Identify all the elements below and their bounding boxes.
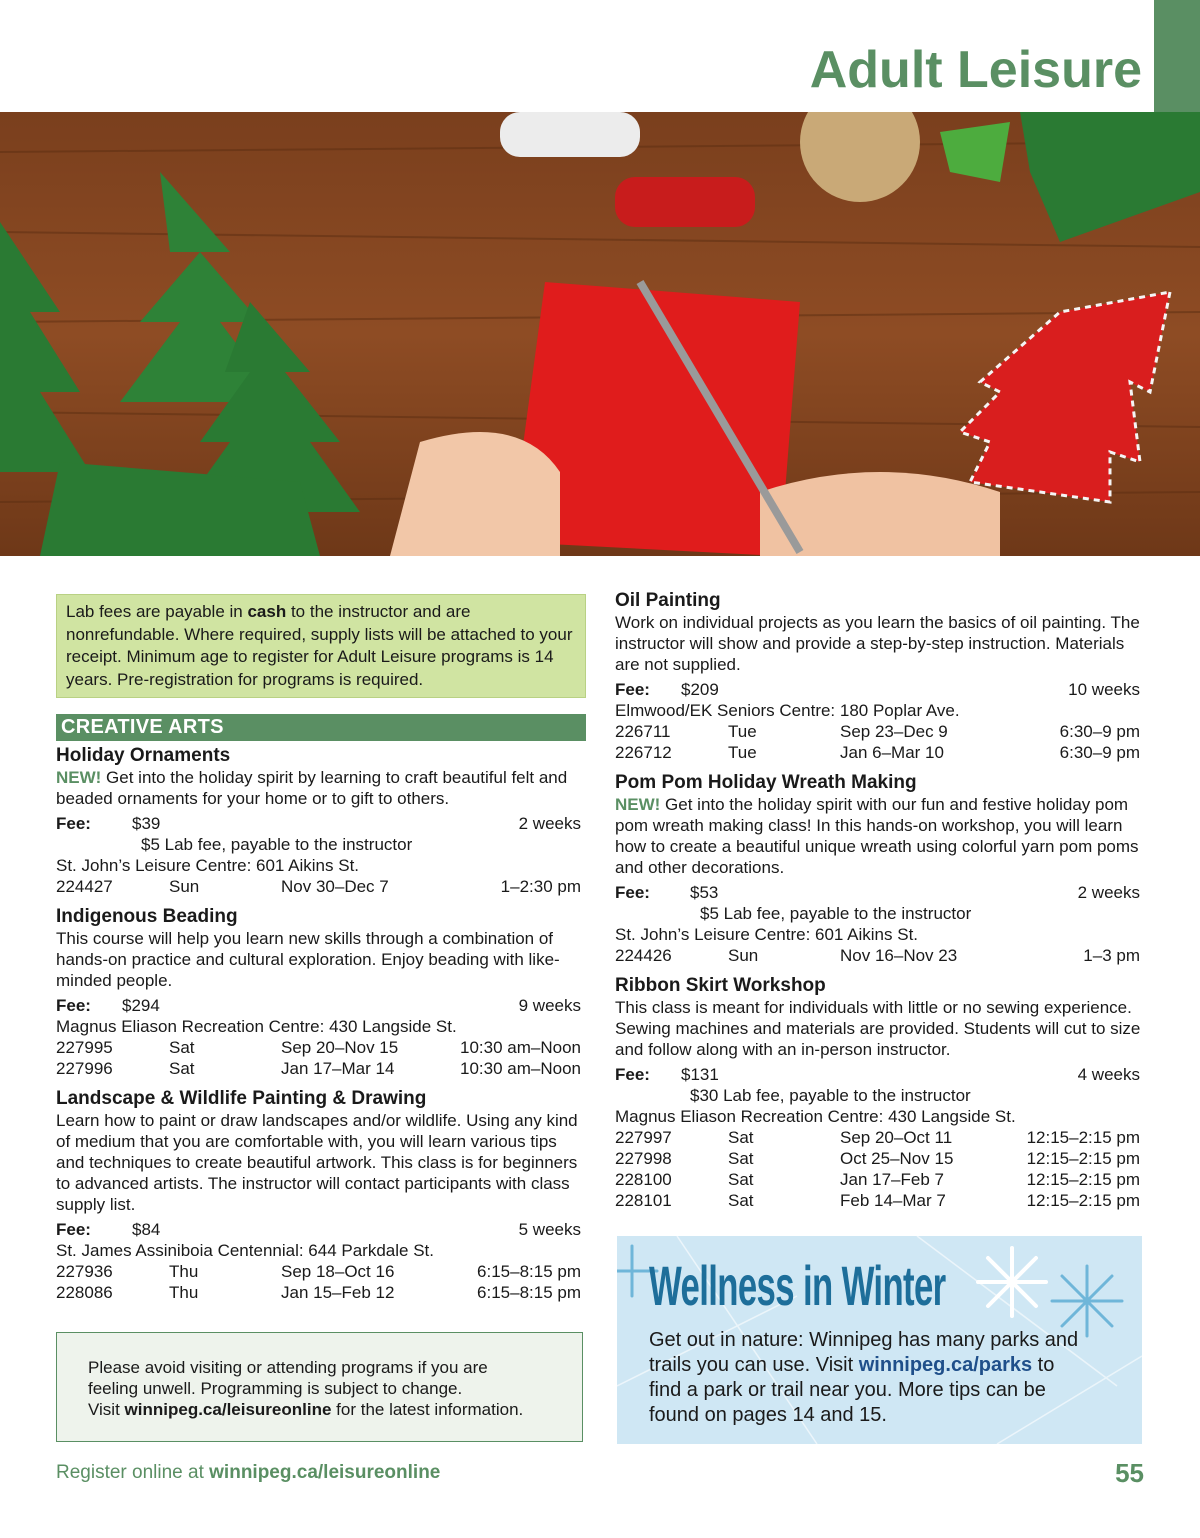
program-description: Work on individual projects as you learn the basics of oil painting. The instructor will show and provide a step-by-step instruction. Materials are not supplied.	[615, 613, 1140, 674]
session-code: 227996	[56, 1059, 113, 1078]
program-title: Ribbon Skirt Workshop	[615, 975, 826, 996]
fee-row	[56, 813, 586, 834]
session-dates: Sep 20–Oct 11	[840, 1128, 953, 1147]
program-title: Indigenous Beading	[56, 906, 238, 927]
session-dates: Sep 20–Nov 15	[281, 1038, 399, 1057]
footer-text: Register online at	[56, 1462, 210, 1483]
left-column	[56, 590, 586, 1303]
program-title: Pom Pom Holiday Wreath Making	[615, 772, 917, 793]
duration: 2 weeks	[1077, 883, 1140, 902]
lab-fee: $5 Lab fee, payable to the instructor	[141, 835, 413, 854]
session-time: 10:30 am–Noon	[460, 1059, 581, 1078]
footer	[56, 1462, 440, 1484]
session-day: Sat	[728, 1170, 754, 1189]
leisureonline-link[interactable]: winnipeg.ca/leisureonline	[124, 1400, 332, 1419]
location: Magnus Eliason Recreation Centre: 430 Langside St.	[615, 1107, 1016, 1126]
program-title: Holiday Ornaments	[56, 745, 231, 766]
session-time: 6:15–8:15 pm	[477, 1283, 581, 1302]
fee-amount: $39	[132, 814, 161, 833]
location: Magnus Eliason Recreation Centre: 430 Langside St.	[56, 1017, 457, 1036]
duration: 10 weeks	[1068, 680, 1140, 699]
wellness-text-pre: Get out in nature: Winnipeg has many parks and trails you can use. Visit	[649, 1329, 1079, 1376]
new-badge: NEW!	[615, 795, 661, 814]
fee-row	[56, 1219, 586, 1240]
session-time: 12:15–2:15 pm	[1026, 1128, 1140, 1147]
fee-label: Fee:	[56, 1220, 91, 1239]
session-time: 6:30–9 pm	[1059, 743, 1140, 762]
session-time: 10:30 am–Noon	[460, 1038, 581, 1057]
session-row	[615, 1127, 1141, 1148]
session-code: 227936	[56, 1262, 113, 1281]
fee-label: Fee:	[615, 1065, 650, 1084]
fee-row	[615, 679, 1141, 700]
session-day: Sat	[728, 1191, 754, 1210]
session-day: Tue	[728, 743, 757, 762]
program-title: Oil Painting	[615, 590, 721, 611]
category-header: CREATIVE ARTS	[56, 714, 586, 741]
session-code: 224427	[56, 877, 113, 896]
program-pom-pom-wreath	[615, 772, 1141, 966]
session-row	[56, 1058, 586, 1079]
location: St. John’s Leisure Centre: 601 Aikins St.	[615, 925, 919, 944]
session-day: Sun	[728, 946, 759, 965]
session-code: 224426	[615, 946, 672, 965]
parks-link[interactable]: winnipeg.ca/parks	[858, 1354, 1033, 1376]
notice-line: feeling unwell. Programming is subject to change.	[88, 1379, 463, 1398]
session-row	[615, 1169, 1141, 1190]
fee-amount: $294	[122, 996, 160, 1015]
hero-photo	[0, 112, 1200, 556]
session-row	[615, 1148, 1141, 1169]
description-text: Get into the holiday spirit by learning to craft beautiful felt and beaded ornaments for your home or to gift to others.	[56, 768, 568, 808]
session-day: Thu	[169, 1262, 199, 1281]
session-row	[615, 1190, 1141, 1211]
session-time: 6:15–8:15 pm	[477, 1262, 581, 1281]
session-day: Sat	[728, 1128, 754, 1147]
duration: 9 weeks	[518, 996, 581, 1015]
program-description: This course will help you learn new skills through a combination of hands-on practice and cultural exploration. Enjoy beading with like-minded people.	[56, 929, 560, 990]
notice-line	[88, 1399, 572, 1420]
session-time: 12:15–2:15 pm	[1026, 1191, 1140, 1210]
fee-label: Fee:	[56, 814, 91, 833]
notice-text-2: to the instructor and are nonrefundable. Where required, supply lists will be attached to your receipt. Minimum age to register for Adult Leisure programs is 14 years. Pre-registration for programs is required.	[66, 602, 573, 689]
session-dates: Jan 6–Mar 10	[840, 743, 944, 762]
program-description: Learn how to paint or draw landscapes and/or wildlife. Using any kind of medium that you are comfortable with, you will learn various tips and techniques to create beautiful artwork. This class is for beginners to advanced artists. The instructor will contact participants with class supply list.	[56, 1111, 578, 1214]
session-row	[615, 945, 1141, 966]
wellness-text-post: to find a park or trail near you. More tips can be found on pages 14 and 15.	[649, 1354, 1055, 1426]
session-code: 227995	[56, 1038, 113, 1057]
session-row	[56, 876, 586, 897]
location: St. John’s Leisure Centre: 601 Aikins St.	[56, 856, 360, 875]
program-description	[56, 767, 586, 809]
fee-row	[615, 882, 1141, 903]
fee-amount: $209	[681, 680, 719, 699]
fee-label: Fee:	[615, 680, 650, 699]
session-day: Sat	[169, 1059, 195, 1078]
page-number: 55	[1115, 1458, 1144, 1488]
session-dates: Feb 14–Mar 7	[840, 1191, 946, 1210]
description-text: Get into the holiday spirit with our fun and festive holiday pom pom wreath making class! In this hands-on workshop, you will learn how to create a beautiful unique wreath using colorful yarn pom poms and other decorations.	[615, 795, 1139, 877]
program-landscape-wildlife	[56, 1088, 586, 1303]
lab-fee-notice	[56, 594, 586, 698]
right-column	[615, 590, 1141, 1211]
duration: 2 weeks	[518, 814, 581, 833]
session-row	[56, 1037, 586, 1058]
session-code: 228101	[615, 1191, 672, 1210]
session-dates: Nov 30–Dec 7	[281, 877, 389, 896]
footer-leisureonline-link[interactable]: winnipeg.ca/leisureonline	[209, 1462, 441, 1483]
notice-text: Visit	[88, 1400, 125, 1419]
session-dates: Sep 18–Oct 16	[281, 1262, 395, 1281]
page-title: Adult Leisure	[809, 41, 1142, 99]
wellness-text	[649, 1328, 1079, 1428]
fee-label: Fee:	[56, 996, 91, 1015]
session-dates: Sep 23–Dec 9	[840, 722, 948, 741]
notice-line: Please avoid visiting or attending programs if you are	[88, 1358, 488, 1377]
felt-crafts-photo	[0, 112, 1200, 556]
location: Elmwood/EK Seniors Centre: 180 Poplar Ave.	[615, 701, 960, 720]
session-dates: Jan 15–Feb 12	[281, 1283, 395, 1302]
duration: 5 weeks	[518, 1220, 581, 1239]
program-ribbon-skirt	[615, 975, 1141, 1211]
notice-text: for the latest information.	[331, 1400, 524, 1419]
lab-fee: $30 Lab fee, payable to the instructor	[690, 1086, 971, 1105]
session-dates: Jan 17–Feb 7	[840, 1170, 944, 1189]
new-badge: NEW!	[56, 768, 102, 787]
fee-amount: $131	[681, 1065, 719, 1084]
session-row	[615, 721, 1141, 742]
session-code: 227997	[615, 1128, 672, 1147]
session-time: 6:30–9 pm	[1059, 722, 1140, 741]
session-row	[56, 1261, 586, 1282]
session-code: 228100	[615, 1170, 672, 1189]
session-day: Sun	[169, 877, 200, 896]
program-description	[615, 794, 1141, 878]
fee-row	[615, 1064, 1141, 1085]
program-title: Landscape & Wildlife Painting & Drawing	[56, 1088, 427, 1109]
session-code: 228086	[56, 1283, 113, 1302]
location: St. James Assiniboia Centennial: 644 Parkdale St.	[56, 1241, 434, 1260]
session-dates: Oct 25–Nov 15	[840, 1149, 954, 1168]
session-day: Thu	[169, 1283, 199, 1302]
session-dates: Jan 17–Mar 14	[281, 1059, 395, 1078]
program-description: This class is meant for individuals with little or no sewing experience. Sewing machines and materials are provided. Students will cut to size and follow along with an in-person instructor.	[615, 998, 1141, 1059]
notice-text: Lab fees are payable in	[66, 602, 248, 621]
fee-amount: $84	[132, 1220, 161, 1239]
session-day: Sat	[169, 1038, 195, 1057]
session-row	[615, 742, 1141, 763]
program-oil-painting	[615, 590, 1141, 763]
session-code: 226711	[615, 722, 671, 741]
notice-bold: cash	[247, 602, 287, 621]
fee-row	[56, 995, 586, 1016]
duration: 4 weeks	[1077, 1065, 1140, 1084]
health-notice	[56, 1332, 583, 1442]
wellness-title: Wellness in Winter	[649, 1254, 946, 1317]
session-row	[56, 1282, 586, 1303]
session-day: Sat	[728, 1149, 754, 1168]
session-dates: Nov 16–Nov 23	[840, 946, 958, 965]
session-day: Tue	[728, 722, 757, 741]
session-time: 12:15–2:15 pm	[1026, 1149, 1140, 1168]
fee-label: Fee:	[615, 883, 650, 902]
fee-amount: $53	[690, 883, 719, 902]
program-holiday-ornaments	[56, 745, 586, 897]
session-time: 12:15–2:15 pm	[1026, 1170, 1140, 1189]
wellness-in-winter-box	[617, 1236, 1142, 1444]
program-indigenous-beading	[56, 906, 586, 1079]
session-time: 1–2:30 pm	[500, 877, 581, 896]
session-code: 226712	[615, 743, 672, 762]
session-code: 227998	[615, 1149, 672, 1168]
session-time: 1–3 pm	[1083, 946, 1140, 965]
header-accent-tab	[1154, 0, 1200, 112]
lab-fee: $5 Lab fee, payable to the instructor	[700, 904, 972, 923]
